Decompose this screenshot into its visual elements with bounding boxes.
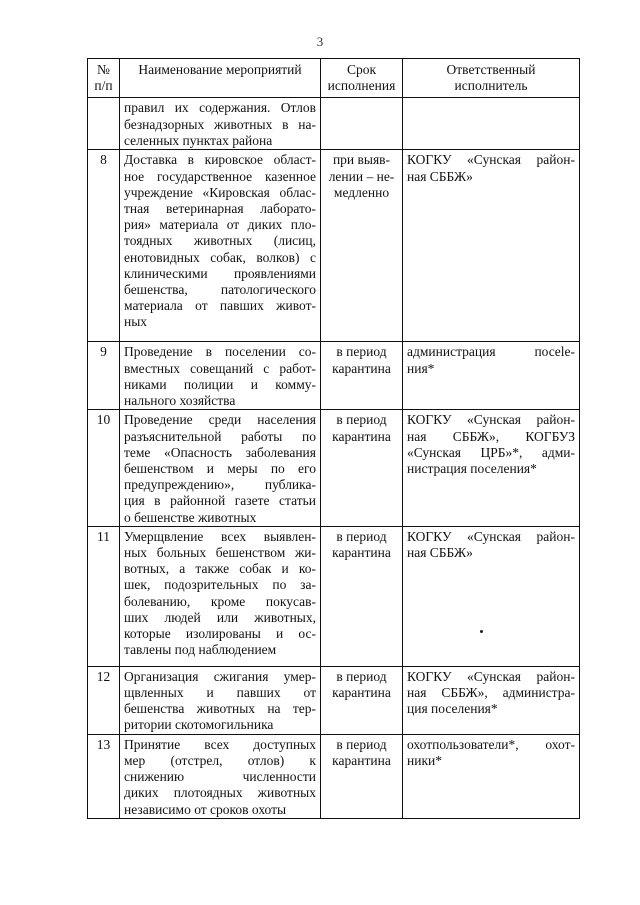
deadline	[321, 410, 403, 526]
measure-name-line: предупреждению», публика-	[124, 477, 316, 493]
measure-name-line: Принятие всех доступных	[124, 736, 316, 752]
measure-name-line: Организация сжигания умер-	[124, 668, 316, 684]
header-line: Наименование мероприятий	[138, 62, 302, 77]
responsible-executor-line: ники*	[407, 753, 442, 769]
responsible-executor-line: КОГКУ «Сунская район-	[407, 668, 575, 684]
page-number: 3	[316, 34, 324, 49]
measure-name-line: диких плотоядных животных	[124, 785, 316, 801]
responsible-executor-line: ная СББЖ», администра-	[407, 685, 575, 701]
header-num	[88, 59, 120, 98]
measure-name-line: щвленных и павших от	[124, 685, 316, 701]
deadline-line: карантина	[332, 428, 391, 444]
deadline-line: карантина	[332, 753, 391, 769]
deadline-line: медленно	[333, 184, 390, 200]
measure-name	[120, 734, 321, 818]
measure-name-line: селенных пунктах района	[124, 132, 273, 148]
deadline-line: карантина	[332, 360, 391, 376]
measure-name	[120, 410, 321, 526]
responsible-executor-line: нистрация поселения*	[407, 461, 537, 477]
measure-name-line: правил их содержания. Отлов	[124, 100, 316, 116]
responsible-executor-line: ная СББЖ»	[407, 168, 473, 184]
header-line: Ответственный	[446, 62, 536, 77]
measure-name-line: вместных совещаний с работ-	[124, 360, 316, 376]
measure-name	[120, 150, 321, 342]
measure-name-line: о бешенстве животных	[124, 509, 257, 525]
measure-name-line: Доставка в кировское област-	[124, 152, 316, 168]
deadline	[321, 666, 403, 734]
measure-name-line: бешенством и меры по его	[124, 461, 316, 477]
measure-name-line: бешенства, патологического	[124, 282, 316, 298]
table-row	[88, 526, 580, 666]
responsible-executor-line: «Сунская ЦРБ»*, адми-	[407, 444, 575, 460]
measure-name	[120, 342, 321, 410]
table-row	[88, 342, 580, 410]
responsible-executor	[403, 98, 580, 150]
deadline	[321, 734, 403, 818]
deadline	[321, 342, 403, 410]
deadline-line: в период	[336, 528, 387, 544]
measure-name-line: Проведение в поселении со-	[124, 344, 316, 360]
deadline-line: в период	[336, 344, 387, 360]
measure-name	[120, 666, 321, 734]
responsible-executor-line: ная СББЖ», КОГБУЗ	[407, 428, 575, 444]
measure-name-line: Проведение среди населения	[124, 412, 316, 428]
measure-name-line: мер (отстрел, отлов) к	[124, 753, 316, 769]
row-number	[88, 98, 120, 150]
responsible-executor-line: администрация посele-	[407, 344, 575, 360]
measure-name-line: вотных, а также собак и ко-	[124, 561, 316, 577]
measure-name-line: ция в районной газете статьи	[124, 493, 316, 509]
table-row	[88, 150, 580, 342]
responsible-executor	[403, 342, 580, 410]
measure-name-line: ное государственное казенное	[124, 168, 316, 184]
table-header-row	[88, 59, 580, 98]
measure-name-line: тоядных животных (лисиц,	[124, 233, 316, 249]
row-number: 8	[88, 150, 120, 342]
measure-name-line: болеванию, кроме покусав-	[124, 593, 316, 609]
responsible-executor	[403, 666, 580, 734]
responsible-executor-line: КОГКУ «Сунская район-	[407, 152, 575, 168]
measure-name-line: ных больных бешенством жи-	[124, 545, 316, 561]
deadline	[321, 526, 403, 666]
responsible-executor-line: охотпользователи*, охот-	[407, 736, 575, 752]
responsible-executor-line: ция поселения*	[407, 701, 498, 717]
measure-name	[120, 526, 321, 666]
responsible-executor-line: КОГКУ «Сунская район-	[407, 528, 575, 544]
header-line: Срок	[346, 62, 377, 77]
measure-name-line: рия» материала от диких пло-	[124, 217, 316, 233]
row-number: 11	[88, 526, 120, 666]
table-row	[88, 734, 580, 818]
responsible-executor	[403, 410, 580, 526]
row-number: 13	[88, 734, 120, 818]
measure-name-line: клиническими проявлениями	[124, 265, 316, 281]
measure-name-line: учреждение «Кировская облас-	[124, 184, 316, 200]
header-name	[120, 59, 321, 98]
table-row	[88, 666, 580, 734]
row-number: 12	[88, 666, 120, 734]
responsible-executor	[403, 526, 580, 666]
measure-name-line: нального хозяйства	[124, 393, 236, 409]
deadline-line: карантина	[332, 685, 391, 701]
deadline-line: при выяв-	[332, 152, 391, 168]
measure-name-line: снижению численности	[124, 769, 316, 785]
measure-name	[120, 98, 321, 150]
header-responsible	[403, 59, 580, 98]
measure-name-line: которые изолированы и ос-	[124, 626, 316, 642]
measure-name-line: ных	[124, 314, 148, 330]
responsible-executor-line: ния*	[407, 360, 435, 376]
measure-name-line: тавлены под наблюдением	[124, 642, 277, 658]
deadline	[321, 150, 403, 342]
measure-name-line: шек, подозрительных по за-	[124, 577, 316, 593]
deadline	[321, 98, 403, 150]
measure-name-line: ших людей или животных,	[124, 609, 316, 625]
scan-speck	[480, 630, 483, 633]
header-line: исполнения	[327, 78, 396, 94]
measure-name-line: Умерщвление всех выявлен-	[124, 528, 316, 544]
deadline-line: в период	[336, 668, 387, 684]
responsible-executor	[403, 150, 580, 342]
deadline-line: лении – не-	[328, 168, 395, 184]
header-line: исполнитель	[454, 78, 528, 94]
header-line: №	[97, 62, 110, 77]
measure-name-line: тная ветеринарная лаборато-	[124, 201, 316, 217]
measure-name-line: независимо от сроков охоты	[124, 801, 287, 817]
measure-name-line: бешенства животных на тер-	[124, 701, 316, 717]
header-term	[321, 59, 403, 98]
table-row	[88, 410, 580, 526]
table-row	[88, 98, 580, 150]
measure-name-line: разъяснительной работы по	[124, 428, 316, 444]
measure-name-line: материала от павших живот-	[124, 298, 316, 314]
row-number: 10	[88, 410, 120, 526]
measure-name-line: теме «Опасность заболевания	[124, 444, 316, 460]
deadline-line: в период	[336, 412, 387, 428]
header-line: п/п	[94, 78, 113, 94]
measure-name-line: енотовидных собак, волков) с	[124, 249, 316, 265]
measures-table	[87, 58, 580, 819]
responsible-executor-line: КОГКУ «Сунская район-	[407, 412, 575, 428]
measure-name-line: никами полиции и комму-	[124, 376, 316, 392]
deadline-line: в период	[336, 736, 387, 752]
deadline-line: карантина	[332, 545, 391, 561]
measure-name-line: безнадзорных животных в на-	[124, 116, 316, 132]
row-number: 9	[88, 342, 120, 410]
responsible-executor-line: ная СББЖ»	[407, 545, 473, 561]
measure-name-line: ритории скотомогильника	[124, 717, 274, 733]
responsible-executor	[403, 734, 580, 818]
